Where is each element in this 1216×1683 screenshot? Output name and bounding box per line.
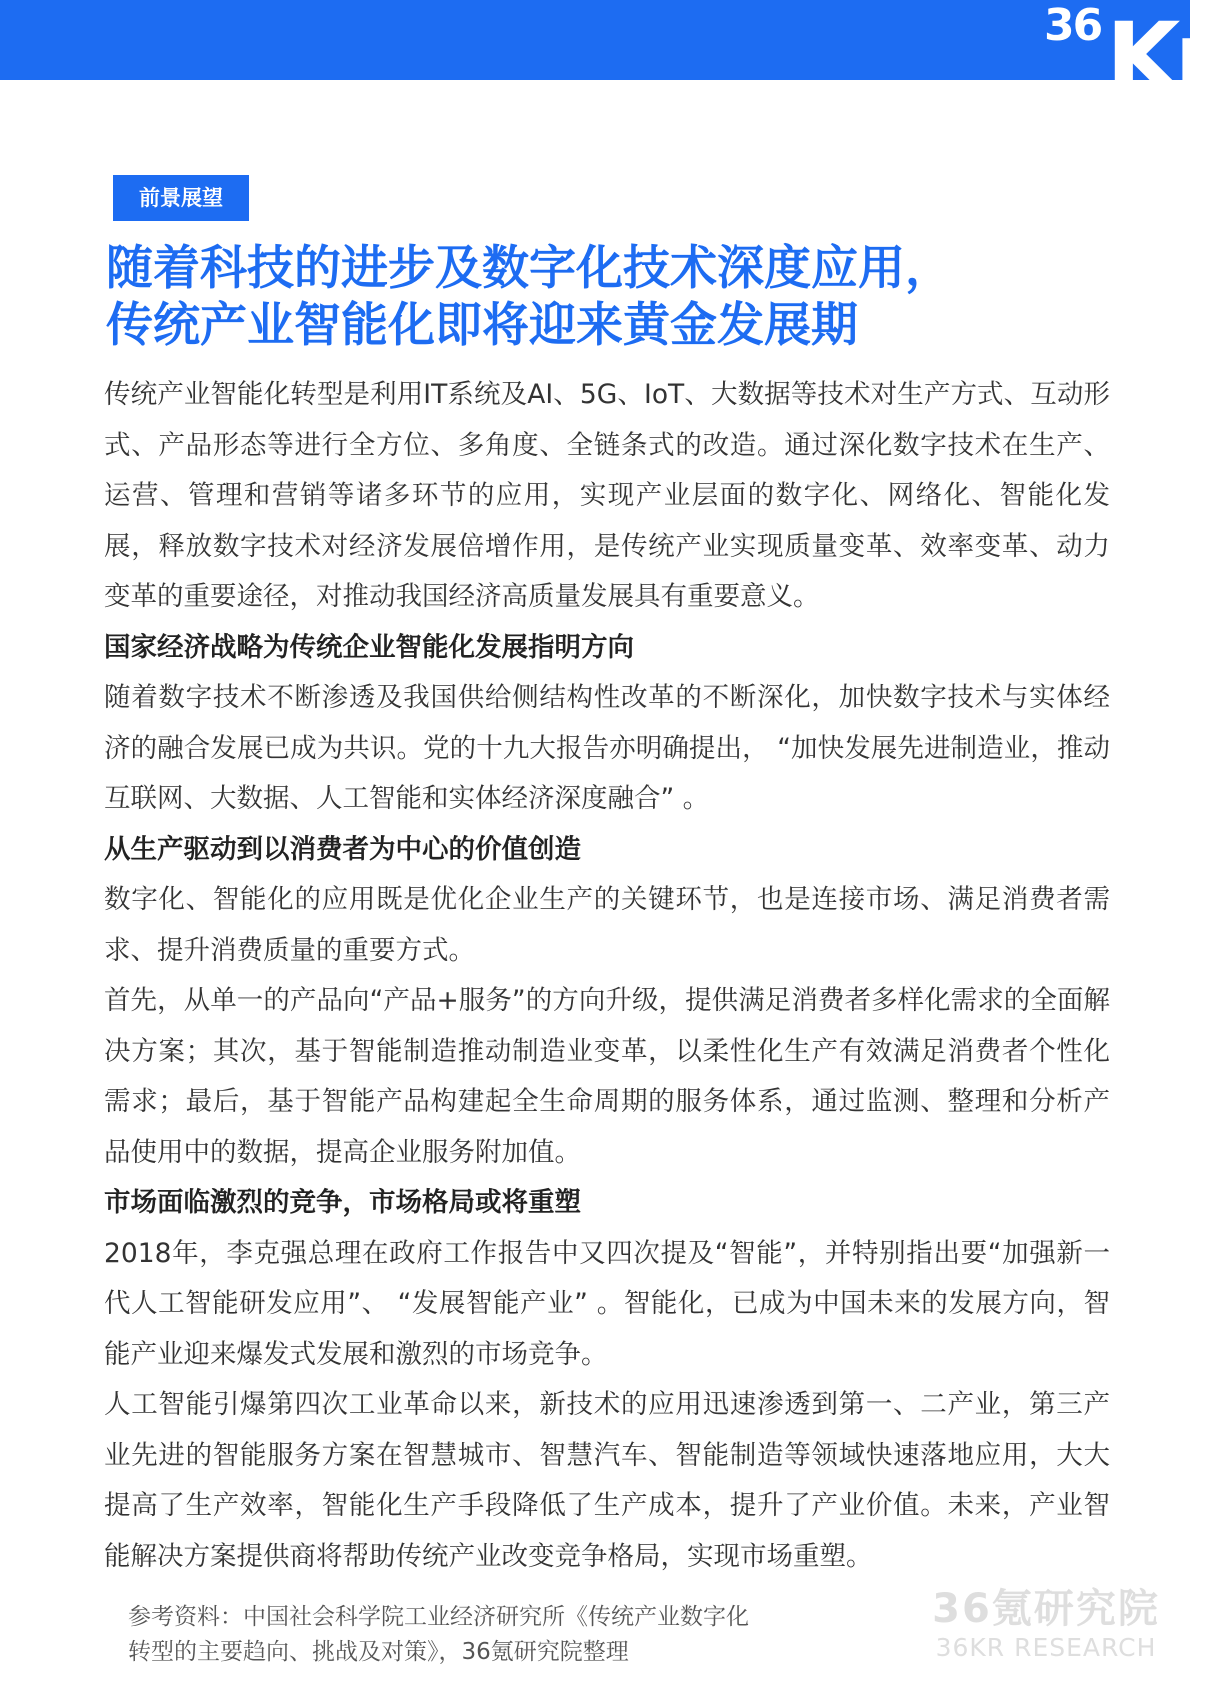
section-paragraph: 人工智能引爆第四次工业革命以来，新技术的应用迅速渗透到第一、二产业，第三产业先进的智能服务方案在智慧城市、智慧汽车、智能制造等领域快速落地应用，大大提高了生产效率，智能化生产手段降低了生产成本，提升了产业价值。未来，产业智能解决方案提供商将帮助传统产业改变竞争格局，实现市场重塑。 bbox=[104, 1389, 1110, 1572]
logo-number: 36 bbox=[1044, 0, 1102, 51]
36kr-logo bbox=[1040, 0, 1216, 114]
section-heading-consumer: 从生产驱动到以消费者为中心的价值创造 bbox=[104, 833, 581, 865]
section-paragraph: 2018年，李克强总理在政府工作报告中又四次提及“智能”，并特别指出要“加强新一代人工智能研发应用”、 “发展智能产业” 。智能化，已成为中国未来的发展方向，智能产业迎来爆发式发展和激烈的市场竞争。 bbox=[104, 1237, 1110, 1370]
section-heading-competition: 市场面临激烈的竞争，市场格局或将重塑 bbox=[104, 1187, 581, 1218]
watermark bbox=[926, 1585, 1166, 1663]
section-heading-policy: 国家经济战略为传统企业智能化发展指明方向 bbox=[104, 631, 634, 663]
section-paragraph: 随着数字技术不断渗透及我国供给侧结构性改革的不断深化，加快数字技术与实体经济的融合发展已成为共识。党的十九大报告亦明确提出， “加快发展先进制造业，推动互联网、大数据、人工智能和实体经济深度融合” 。 bbox=[104, 682, 1110, 814]
watermark-en: 36KR RESEARCH bbox=[935, 1633, 1157, 1662]
header-bar bbox=[0, 0, 1216, 114]
logo-letters: Kr bbox=[1106, 2, 1216, 114]
watermark-cn: 36氪研究院 bbox=[932, 1586, 1160, 1632]
section-paragraph: 数字化、智能化的应用既是优化企业生产的关键环节，也是连接市场、满足消费者需求、提升消费质量的重要方式。 bbox=[104, 884, 1110, 966]
intro-paragraph: 传统产业智能化转型是利用IT系统及AI、5G、IoT、大数据等技术对生产方式、互动形式、产品形态等进行全方位、多角度、全链条式的改造。通过深化数字技术在生产、运营、管理和营销等诸多环节的应用，实现产业层面的数字化、网络化、智能化发展，释放数字技术对经济发展倍增作用，是传统产业实现质量变革、效率变革、动力变革的重要途径，对推动我国经济高质量发展具有重要意义。 bbox=[104, 379, 1110, 612]
page-headline bbox=[106, 240, 1106, 354]
headline-line-2: 传统产业智能化即将迎来黄金发展期 bbox=[106, 298, 858, 353]
section-tag: 前景展望 bbox=[113, 175, 249, 221]
source-note: 参考资料：中国社会科学院工业经济研究所《传统产业数字化转型的主要趋向、挑战及对策》，36氪研究院整理 bbox=[128, 1604, 749, 1665]
article-body bbox=[104, 370, 1110, 1582]
section-paragraph: 首先，从单一的产品向“产品+服务”的方向升级，提供满足消费者多样化需求的全面解决方案；其次，基于智能制造推动制造业变革，以柔性化生产有效满足消费者个性化需求；最后，基于智能产品构建起全生命周期的服务体系，通过监测、整理和分析产品使用中的数据，提高企业服务附加值。 bbox=[104, 985, 1110, 1168]
headline-line-1: 随着科技的进步及数字化技术深度应用， bbox=[106, 241, 952, 296]
